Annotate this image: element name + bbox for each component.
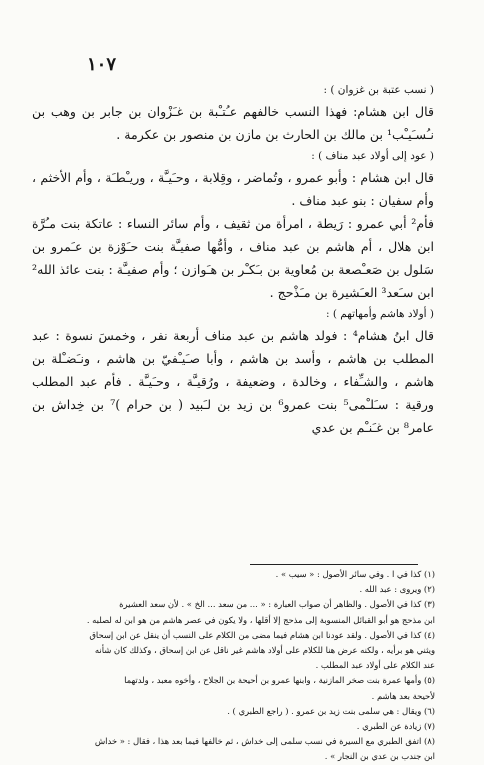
footnote: (٣) كذا في الأصول . والظاهر أن صواب العبارة : « ... من سعد ... الخ » . لأن سعد العشيرة [119,599,435,610]
footnote: (٦) ويقال : هي سلمى بنت زيد بن عمرو . ( راجع الطبري ) . [227,705,435,716]
main-text [32,80,434,439]
paragraph: قال ابن هشام : وأبو عمرو ، وتُماضر ، وقِلابة ، وحـَيـَّة ، وريـْطـَة ، وأم الأخثم ، وأم سفيان : بنو عبد مناف . [32,170,434,208]
footnotes [30,567,435,765]
section-heading: ( عود إلى أولاد عبد مناف ) : [311,150,434,162]
footnote: (٧) زيادة عن الطبري . [356,721,435,732]
paragraph: فأم² أبي عمرو : رَيطة ، امرأة من ثقيف ، وأم سائر النساء : عاتكة بنت مـُرَّة ابن هلال ، أم هاشم بن عبد مناف ، وأمُّها صفيـَّة بنت حـَوْزة بن عـَمرو بن سَلول بن صَعـْصعة بن مُعاوية بن بـَكـْر بن هـَوازن ؛ وأم صفيـَّة : بنت عائذ الله² ابن سـَعد³ العـَشيرة بن مـَذْحج . [32,216,434,300]
paragraph: قال ابنُ هشام⁴ : فولد هاشم بن عبد مناف أربعة نفر ، وخمسَ نسوة : عبد المطلب بن هاشم ، وأسد بن هاشم ، وأبا صـَيـْفيّ بن هاشم ، ونـَضـْلة بن هاشم ، والشـِّفاء ، وخالدة ، وضعيفة ، ورُقيـَّة ، وحـَيـَّة . فأم عبد المطلب ورقية : سـَلـْمى⁵ بنت عمرو⁶ بن زيد بن لـَبيد ( بن حرام )⁷ بن خِداش بن عامر⁸ بن غـَنـْم بن عدي [32,328,434,435]
page-number: ١٠٧ [86,54,116,75]
footnote: (٢) ويروى : عبد الله . [359,584,435,595]
paragraph: قال ابن هشام: فهذا النسب خالفهم عـُتـْبة بن غـَزْوان بن جابر بن وهب بن نـُسـَيـْب¹ بن مالك بن الحارث بن مازن بن منصور بن عكرمة . [32,104,434,142]
footnote: (١) كذا في ا . وفي سائر الأصول : « سيب » . [275,569,435,579]
footnote: (٤) كذا في الأصول . ولقد عودنا ابن هشام فيما مضى من الكلام على النسب أن ينقل عن ابن إسحاق [89,629,435,640]
footnote: (٥) وأمها عمرة بنت صخر المازنية ، وابنها عمرو بن أحيحة بن الجلاح ، وأخوه معبد ، ولدتهما [124,675,435,686]
footnote-continuation: عند الكلام على أولاد عبد المطلب . [315,660,435,671]
footnote-continuation: ابن مذحج هو أبو القبائل المنسوبة إلى مذحج إلا أقلها ، ولا يكون في عصر هاشم من هو ابن له لصلبه . [86,614,435,625]
section-heading: ( أولاد هاشم وأمهاتهم ) : [326,308,434,320]
footnote-continuation: ابن جندب بن عدي بن النجار » . [324,751,435,762]
footnote: (٨) اتفق الطبري مع السيرة في نسب سلمى إلى خداش ، ثم خالفها فيما بعد هذا ، فقال : « خداش [94,736,435,747]
footnote-continuation: لأحيحة بعد هاشم . [371,690,435,701]
section-heading: ( نسب عتبة بن غزوان ) : [323,84,434,96]
footnote-divider [250,564,418,565]
footnote-continuation: ويثني هو برأيه ، ولكنه عرض هنا للكلام على أولاد هاشم غير ناقل عن ابن إسحاق ، وكذلك كان شأنه [94,645,435,656]
